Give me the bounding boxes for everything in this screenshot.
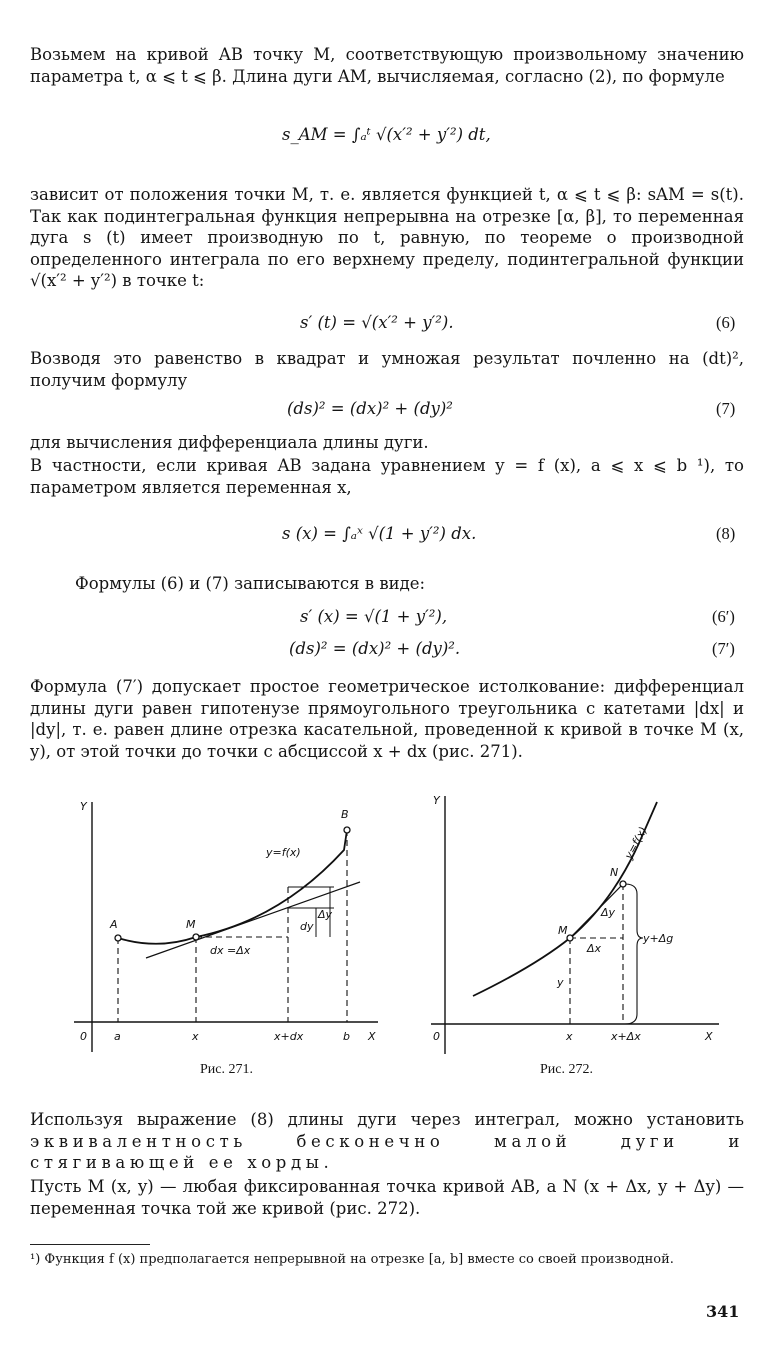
fig271-label-delta-y: Δy [318, 908, 333, 921]
fig271-label-b: b [343, 1030, 350, 1043]
fig272-caption: Рис. 272. [540, 1062, 593, 1077]
formula-6: s′ (t) = √(x′² + y′²). [300, 313, 454, 332]
equation-number-6-prime: (6′) [712, 607, 735, 626]
fig271-point-b [344, 827, 350, 833]
formula-7: (ds)² = (dx)² + (dy)² [287, 399, 453, 418]
fig271-label-x: x [192, 1030, 199, 1043]
fig271-label-point-a: A [110, 918, 118, 931]
fig271-point-a [115, 935, 121, 941]
fig271-label-origin: 0 [80, 1030, 87, 1043]
fig272-brace [625, 884, 643, 1024]
fig271-label-dy: dy [300, 920, 314, 933]
paragraph-2: зависит от положения точки M, т. е. является функцией t, α ⩽ t ⩽ β: sAM = s(t). Так как подинтегральная функция непрерывна на отрезке [α, β], то переменная дуга s (t) имеет производную по t, равную, по теореме о производной определенного интеграла по его верхнему пределу, подинтегральной функции √(x′² + y′²) в точке t: [30, 185, 744, 290]
paragraph-5: В частности, если кривая AB задана уравнением y = f (x), a ⩽ x ⩽ b ¹), то параметром является переменная x, [30, 456, 744, 497]
fig272-label-point-n: N [610, 866, 619, 879]
fig272-point-n [620, 881, 626, 887]
fig271-point-m [193, 934, 199, 940]
figure-271 [60, 790, 390, 1060]
formula-6-prime: s′ (x) = √(1 + y′²), [300, 607, 448, 626]
footnote-rule [30, 1244, 150, 1245]
paragraph-1: Возьмем на кривой AB точку M, соответствующую произвольному значению параметра t, α ⩽ t ⩽ β. Длина дуги AM, вычисляемая, согласно (2), по формуле [30, 45, 744, 86]
fig272-label-origin: 0 [433, 1030, 440, 1043]
equation-number-7-prime: (7′) [712, 639, 735, 658]
fig272-label-y-axis: Y [433, 794, 440, 807]
fig271-label-xdx: x+dx [274, 1030, 304, 1043]
equation-number-6: (6) [716, 313, 736, 332]
formula-8: s (x) = ∫ₐˣ √(1 + y′²) dx. [282, 524, 477, 543]
equation-number-7: (7) [716, 399, 736, 418]
formula-7-prime: (ds)² = (dx)² + (dy)². [289, 639, 461, 658]
paragraph-8-emphasis: эквивалентность бесконечно малой дуги и стягивающей ее хорды. [30, 1131, 744, 1172]
equation-number-8: (8) [716, 524, 736, 543]
fig272-label-y: y [557, 976, 564, 989]
fig271-label-a: a [114, 1030, 121, 1043]
fig271-label-point-b: B [341, 808, 349, 821]
fig271-caption: Рис. 271. [200, 1062, 253, 1077]
fig272-label-point-m: M [558, 924, 568, 937]
fig272-label-delta-y: Δy [601, 906, 616, 919]
fig271-label-point-m: M [186, 918, 196, 931]
formula-arc-integral: s_AM = ∫ₐᵗ √(x′² + y′²) dt, [282, 125, 491, 144]
paragraph-6: Формулы (6) и (7) записываются в виде: [75, 574, 426, 593]
fig272-label-curve: y=f(x) [622, 824, 650, 862]
figure-272 [425, 790, 725, 1060]
footnote: ¹) Функция f (x) предполагается непрерывной на отрезке [a, b] вместе со своей производной. [30, 1252, 674, 1267]
fig271-label-dx: dx =Δx [210, 944, 251, 957]
fig271-label-curve: y=f(x) [266, 846, 301, 859]
paragraph-8 [30, 1109, 744, 1174]
page-number: 341 [706, 1302, 740, 1321]
fig272-label-y-plus-dy: y+Δg [643, 932, 674, 945]
paragraph-7: Формула (7′) допускает простое геометрическое истолкование: дифференциал длины дуги равен гипотенузе прямоугольного треугольника с катетами |dx| и |dy|, т. е. равен длине отрезка касательной, проведенной к кривой в точке M (x, y), от этой точки до точки с абсциссой x + dx (рис. 271). [30, 677, 744, 761]
fig272-label-x: x [566, 1030, 573, 1043]
fig272-chord [570, 884, 623, 938]
fig271-label-x-axis: X [368, 1030, 376, 1043]
paragraph-3: Возводя это равенство в квадрат и умножая результат почленно на (dt)², получим формулу [30, 349, 744, 390]
fig272-label-xdx: x+Δx [611, 1030, 641, 1043]
fig271-label-y-axis: Y [80, 800, 87, 813]
paragraph-8-text: Используя выражение (8) длины дуги через интеграл, можно установить [30, 1110, 744, 1129]
fig272-curve [473, 802, 657, 996]
fig272-label-x-axis: X [705, 1030, 713, 1043]
paragraph-9: Пусть M (x, y) — любая фиксированная точка кривой AB, а N (x + Δx, y + Δy) — переменная точка той же кривой (рис. 272). [30, 1177, 744, 1218]
fig272-label-delta-x: Δx [587, 942, 602, 955]
fig272-point-m [567, 935, 573, 941]
paragraph-4: для вычисления дифференциала длины дуги. [30, 433, 429, 452]
